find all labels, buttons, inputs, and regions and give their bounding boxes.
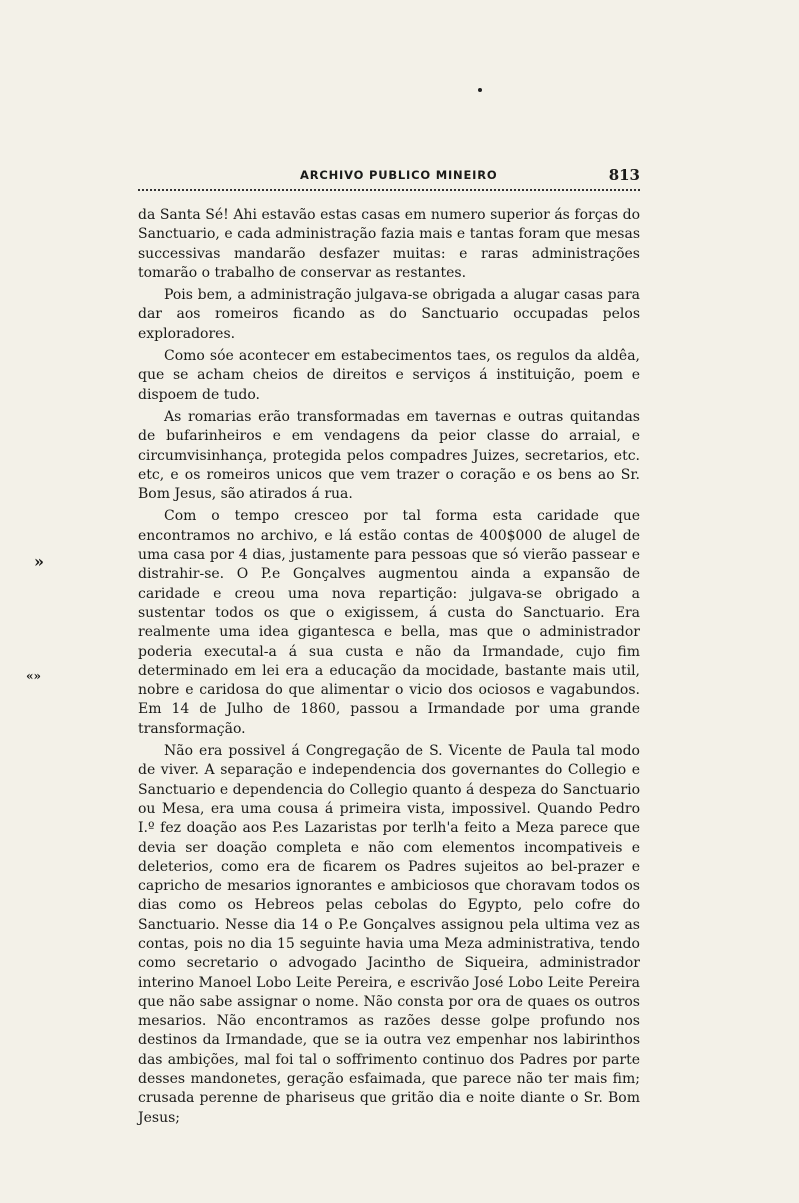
margin-mark: » [34, 552, 44, 571]
paragraph: da Santa Sé! Ahi estavão estas casas em numero superior ás forças do Sanctuario, e cada administração fazia mais e tantas foram que mesas successivas mandarão desfazer muitas: e raras administrações tomarão o trabalho de conservar as restantes. [138, 207, 640, 281]
header-rule [138, 189, 640, 191]
print-speck [478, 88, 482, 92]
paragraph: Não era possivel á Congregação de S. Vicente de Paula tal modo de viver. A separação e independencia dos governantes do Collegio e Sanctuario e dependencia do Collegio quanto á despeza do Sanctuario ou Mesa, era uma cousa á primeira vista, impossivel. Quando Pedro I.º fez doação aos P.es Lazaristas por terlh'a feito a Meza parece que devia ser doação completa e não com elementos incompativeis e deleterios, como era de ficarem os Padres sujeitos ao bel-prazer e capricho de mesarios ignorantes e ambiciosos que choravam todos os dias como os Hebreos pelas cebolas do Egypto, pelo cofre do Sanctuario. Nesse dia 14 o P.e Gonçalves assignou pela ultima vez as contas, pois no dia 15 seguinte havia uma Meza administrativa, tendo como secretario o advogado Jacintho de Siqueira, administrador interino Manoel Lobo Leite Pereira, e escrivão José Lobo Leite Pereira que não sabe assignar o nome. Não consta por ora de quaes os outros mesarios. Não encontramos as razões desse golpe profundo nos destinos da Irmandade, que se ia outra vez empenhar nos labirinthos das ambições, mal foi tal o soffrimento continuo dos Padres por parte desses mandonetes, geração esfaimada, que parece não ter mais fim; crusada perenne de phariseus que gritão dia e noite diante o Sr. Bom Jesus; [138, 743, 640, 1126]
paragraph: As romarias erão transformadas em tavernas e outras quitandas de bufarinheiros e em vendagens da peior classe do arraial, e circumvisinhança, protegida pelos compadres Juizes, secretarios, etc. etc, e os romeiros unicos que vem trazer o coração e os bens ao Sr. Bom Jesus, são atirados á rua. [138, 408, 640, 503]
body-text [138, 206, 640, 1131]
page-header [138, 168, 640, 188]
paragraph: Pois bem, a administração julgava-se obrigada a alugar casas para dar aos romeiros ficando as do Sanctuario occupadas pelos exploradores. [138, 287, 640, 342]
paragraph: Com o tempo cresceo por tal forma esta caridade que encontramos no archivo, e lá estão contas de 400$000 de alugel de uma casa por 4 dias, justamente para pessoas que só vierão passear e distrahir-se. O P.e Gonçalves augmentou ainda a expansão de caridade e creou uma nova repartição: julgava-se obrigado a sustentar todos os que o exigissem, á custa do Sanctuario. Era realmente uma idea gigantesca e bella, mas que o administrador poderia executal-a á sua custa e não da Irmandade, cujo fim determinado em lei era a educação da mocidade, bastante mais util, nobre e caridosa do que alimentar o vicio dos ociosos e vagabundos. Em 14 de Julho de 1860, passou a Irmandade por uma grande transformação. [138, 508, 640, 737]
paragraph: Como sóe acontecer em estabecimentos taes, os regulos da aldêa, que se acham cheios de direitos e serviços á instituição, poem e dispoem de tudo. [138, 348, 640, 403]
margin-mark: «» [26, 669, 41, 683]
page-number: 813 [608, 166, 640, 184]
running-title: ARCHIVO PUBLICO MINEIRO [300, 168, 498, 182]
